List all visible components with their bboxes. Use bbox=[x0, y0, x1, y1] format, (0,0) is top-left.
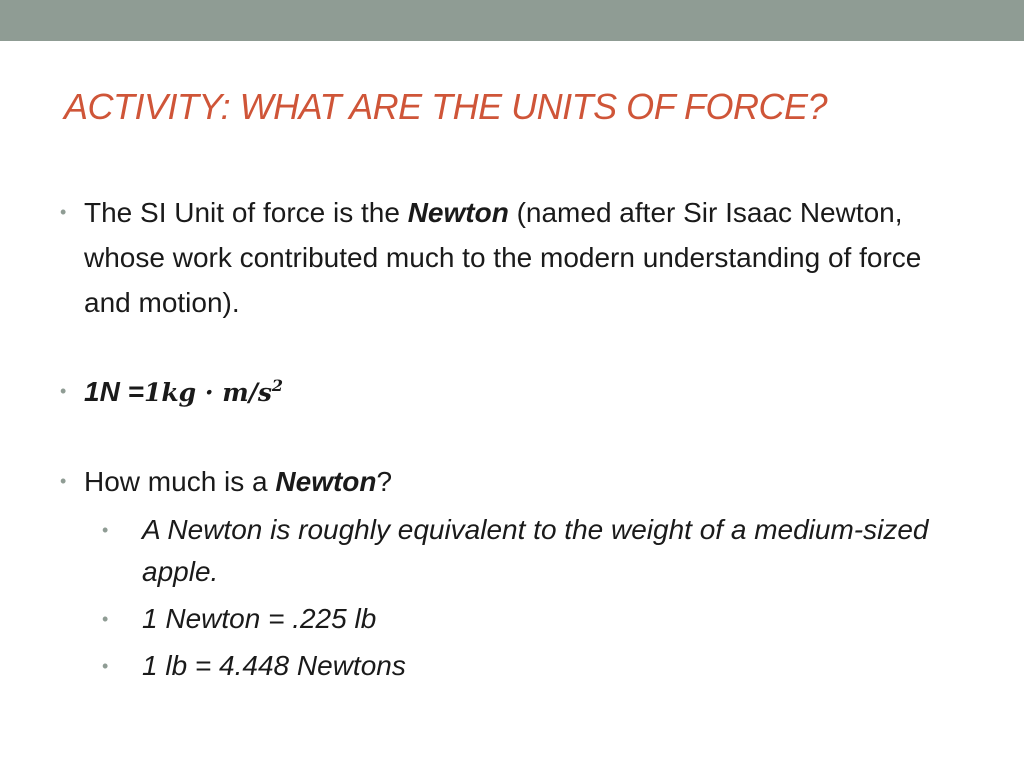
formula-lhs: 1N = bbox=[84, 376, 144, 407]
slide-title: ACTIVITY: WHAT ARE THE UNITS OF FORCE? bbox=[64, 86, 828, 127]
sub-bullet-text: 1 Newton = .225 lb bbox=[142, 603, 377, 634]
sub-bullet-lb-to-newton bbox=[102, 645, 960, 687]
formula-exponent: 2 bbox=[271, 376, 284, 395]
sub-bullet-newton-to-lb bbox=[102, 598, 960, 640]
bullet-dot-icon: • bbox=[60, 471, 67, 491]
sub-bullet-text: 1 lb = 4.448 Newtons bbox=[142, 650, 406, 681]
formula-rhs bbox=[144, 378, 283, 407]
sub-bullet-dot-icon: • bbox=[102, 520, 109, 540]
bullet-text-suffix: ? bbox=[376, 466, 393, 497]
bullet-text-suffix: (named after Sir Isaac Newton, whose work contributed much to the modern understanding of force and motion). bbox=[84, 197, 922, 318]
bullet-emphasis-newton: Newton bbox=[275, 466, 377, 497]
bullet-dot-icon: • bbox=[60, 202, 67, 222]
sub-bullet-dot-icon: • bbox=[102, 609, 109, 629]
bullet-text-prefix: How much is a bbox=[84, 466, 276, 497]
bullet-dot-icon: • bbox=[60, 381, 67, 401]
bullet-how-much bbox=[60, 459, 960, 504]
bullet-emphasis-newton: Newton bbox=[407, 197, 509, 228]
formula-rhs-base: 1kg · m/s bbox=[143, 378, 272, 407]
sub-bullet-text: A Newton is roughly equivalent to the weight of a medium-sized apple. bbox=[142, 514, 929, 587]
bullet-si-unit bbox=[60, 190, 960, 325]
sub-bullet-dot-icon: • bbox=[102, 656, 109, 676]
top-accent-bar bbox=[0, 0, 1024, 41]
bullet-text-prefix: The SI Unit of force is the bbox=[84, 197, 408, 228]
sub-bullet-apple bbox=[102, 509, 960, 593]
slide-content bbox=[60, 190, 960, 687]
bullet-newton-formula bbox=[60, 369, 960, 415]
